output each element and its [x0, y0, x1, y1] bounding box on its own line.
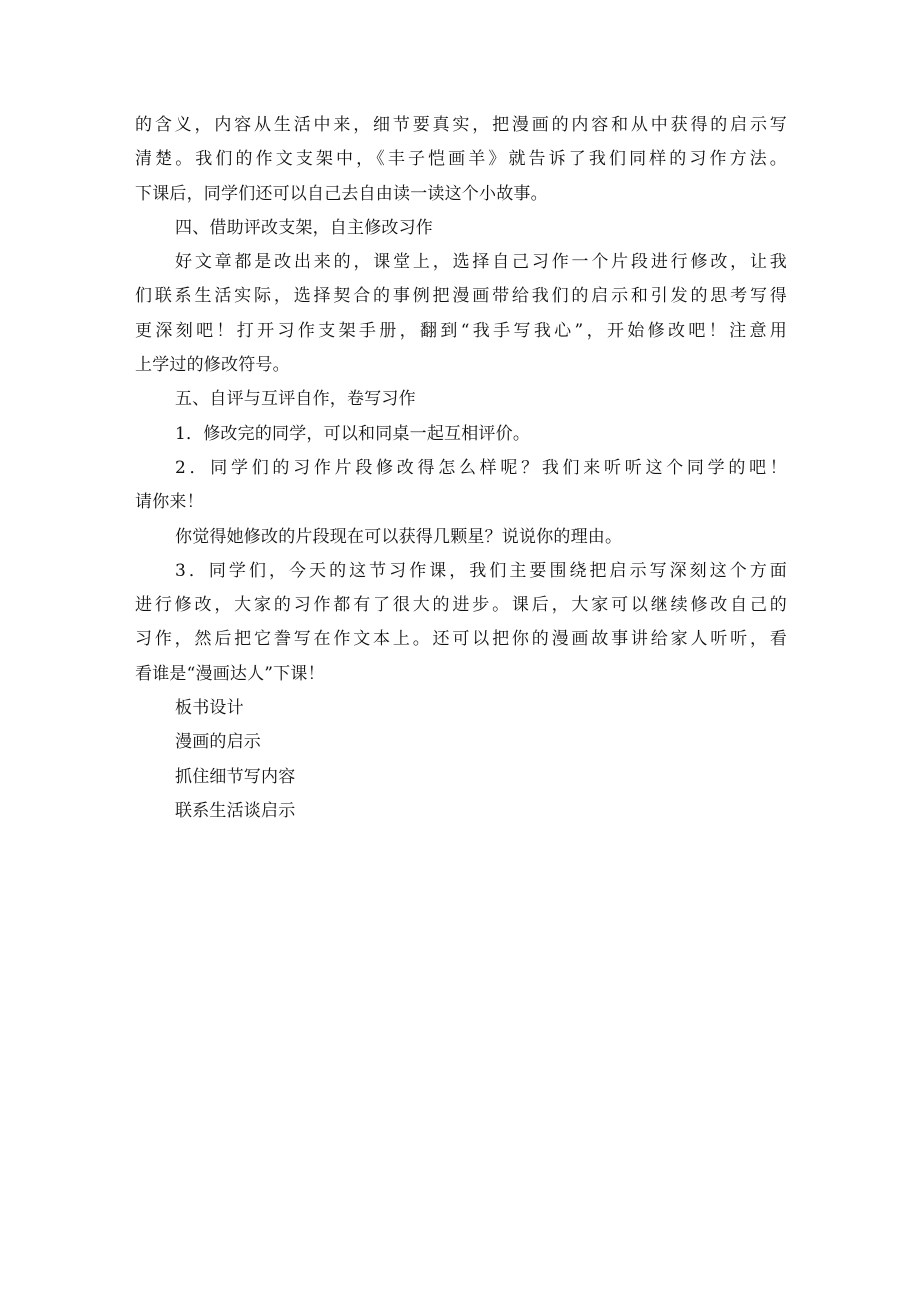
text-line: 更深刻吧！打开习作支架手册，翻到“我手写我心”，开始修改吧！注意用 — [135, 320, 787, 341]
text-line: 联系生活谈启示 — [175, 800, 296, 821]
text-line: 四、借助评改支架，自主修改习作 — [175, 217, 433, 238]
text-line: 习作，然后把它誊写在作文本上。还可以把你的漫画故事讲给家人听听，看 — [135, 629, 787, 650]
document-body — [135, 108, 787, 828]
text-line: 1．修改完的同学，可以和同桌一起互相评价。 — [175, 423, 531, 444]
text-line: 上学过的修改符号。 — [135, 355, 290, 376]
text-line: 漫画的启示 — [175, 732, 261, 753]
text-line: 抓住细节写内容 — [175, 766, 296, 787]
text-line: 进行修改，大家的习作都有了很大的进步。课后，大家可以继续修改自己的 — [135, 595, 787, 616]
text-line: 下课后，同学们还可以自己去自由读一读这个小故事。 — [135, 183, 548, 204]
text-line: 好文章都是改出来的，课堂上，选择自己习作一个片段进行修改，让我 — [175, 252, 787, 273]
text-line: 2．同学们的习作片段修改得怎么样呢？我们来听听这个同学的吧！ — [175, 457, 787, 478]
text-line: 你觉得她修改的片段现在可以获得几颗星？说说你的理由。 — [175, 526, 623, 547]
text-line: 请你来！ — [135, 492, 204, 513]
text-line: 五、自评与互评自作，卷写习作 — [175, 389, 416, 410]
text-line: 们联系生活实际，选择契合的事例把漫画带给我们的启示和引发的思考写得 — [135, 286, 787, 307]
text-line: 的含义，内容从生活中来，细节要真实，把漫画的内容和从中获得的启示写 — [135, 115, 787, 135]
text-line: 看谁是“漫画达人”下课！ — [135, 663, 325, 684]
text-line: 板书设计 — [175, 698, 244, 719]
text-line: 清楚。我们的作文支架中，《丰子恺画羊》就告诉了我们同样的习作方法。 — [135, 149, 787, 170]
text-line: 3．同学们，今天的这节习作课，我们主要围绕把启示写深刻这个方面 — [175, 560, 787, 581]
text-lines — [135, 108, 787, 828]
